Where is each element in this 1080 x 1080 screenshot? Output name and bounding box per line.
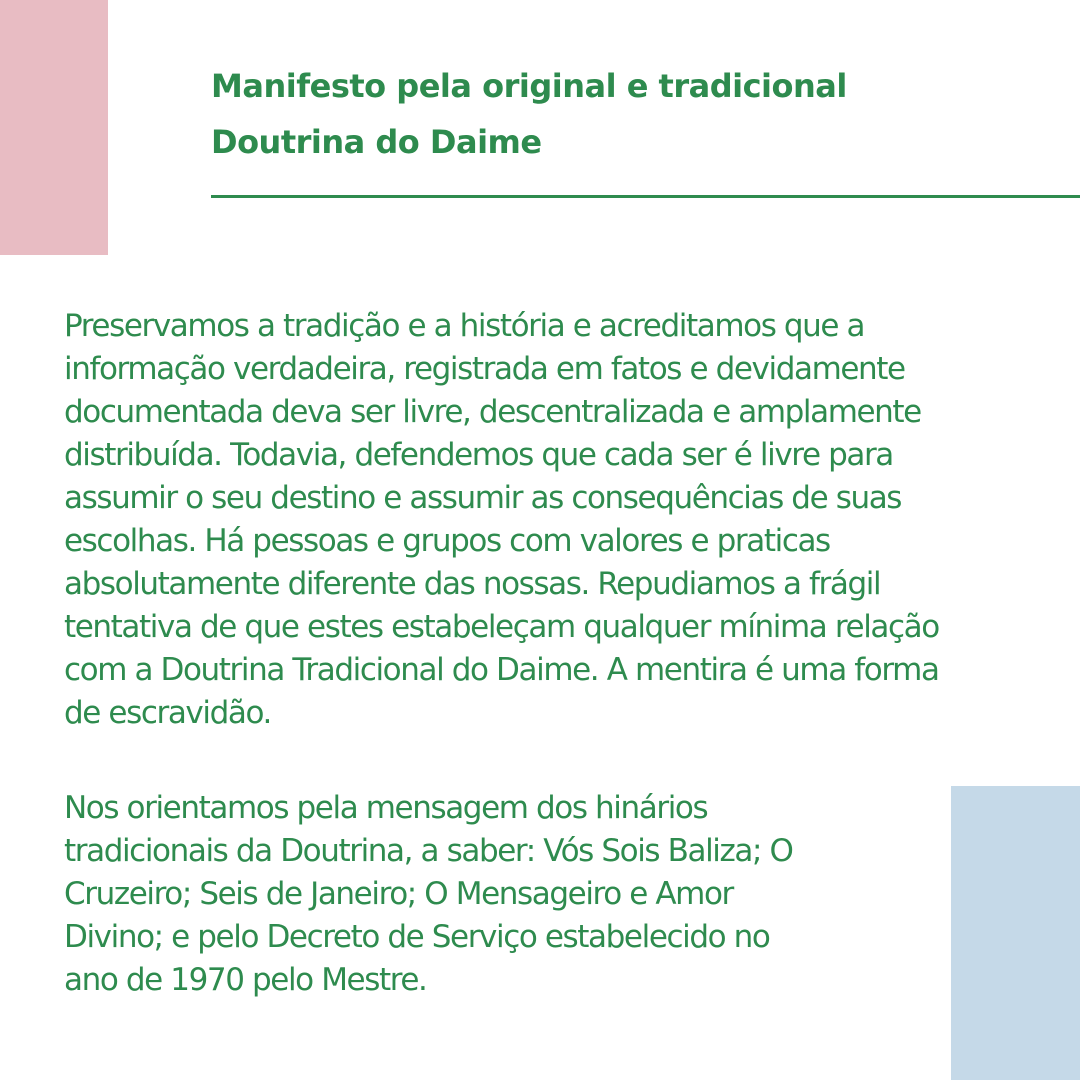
paragraph-line: tradicionais da Doutrina, a saber: Vós Sois Baliza; O — [64, 833, 793, 869]
paragraph-line: com a Doutrina Tradicional do Daime. A mentira é uma forma — [64, 652, 939, 688]
paragraph-line: distribuída. Todavia, defendemos que cada ser é livre para — [64, 437, 893, 473]
page-title — [211, 58, 1031, 170]
paragraph-line: documentada deva ser livre, descentralizada e amplamente — [64, 394, 921, 430]
paragraph-line: de escravidão. — [64, 695, 271, 731]
title-line: Doutrina do Daime — [211, 123, 542, 161]
blue-decorative-block — [951, 786, 1080, 1080]
paragraph-line: ano de 1970 pelo Mestre. — [64, 962, 427, 998]
paragraph-line: Cruzeiro; Seis de Janeiro; O Mensageiro e Amor — [64, 876, 733, 912]
paragraph-line: escolhas. Há pessoas e grupos com valores e praticas — [64, 523, 830, 559]
paragraph-line: absolutamente diferente das nossas. Repudiamos a frágil — [64, 566, 881, 602]
paragraph-line: Nos orientamos pela mensagem dos hinários — [64, 790, 708, 826]
pink-decorative-block — [0, 0, 108, 255]
paragraph-line: tentativa de que estes estabeleçam qualquer mínima relação — [64, 609, 939, 645]
paragraph-line: Divino; e pelo Decreto de Serviço estabelecido no — [64, 919, 770, 955]
paragraph-line: Preservamos a tradição e a história e acreditamos que a — [64, 308, 865, 344]
paragraph-orientation — [64, 787, 793, 1002]
paragraph-tradition — [64, 305, 939, 735]
paragraph-line: informação verdadeira, registrada em fatos e devidamente — [64, 351, 905, 387]
title-divider — [211, 195, 1080, 198]
paragraph-line: assumir o seu destino e assumir as consequências de suas — [64, 480, 902, 516]
title-line: Manifesto pela original e tradicional — [211, 67, 847, 105]
